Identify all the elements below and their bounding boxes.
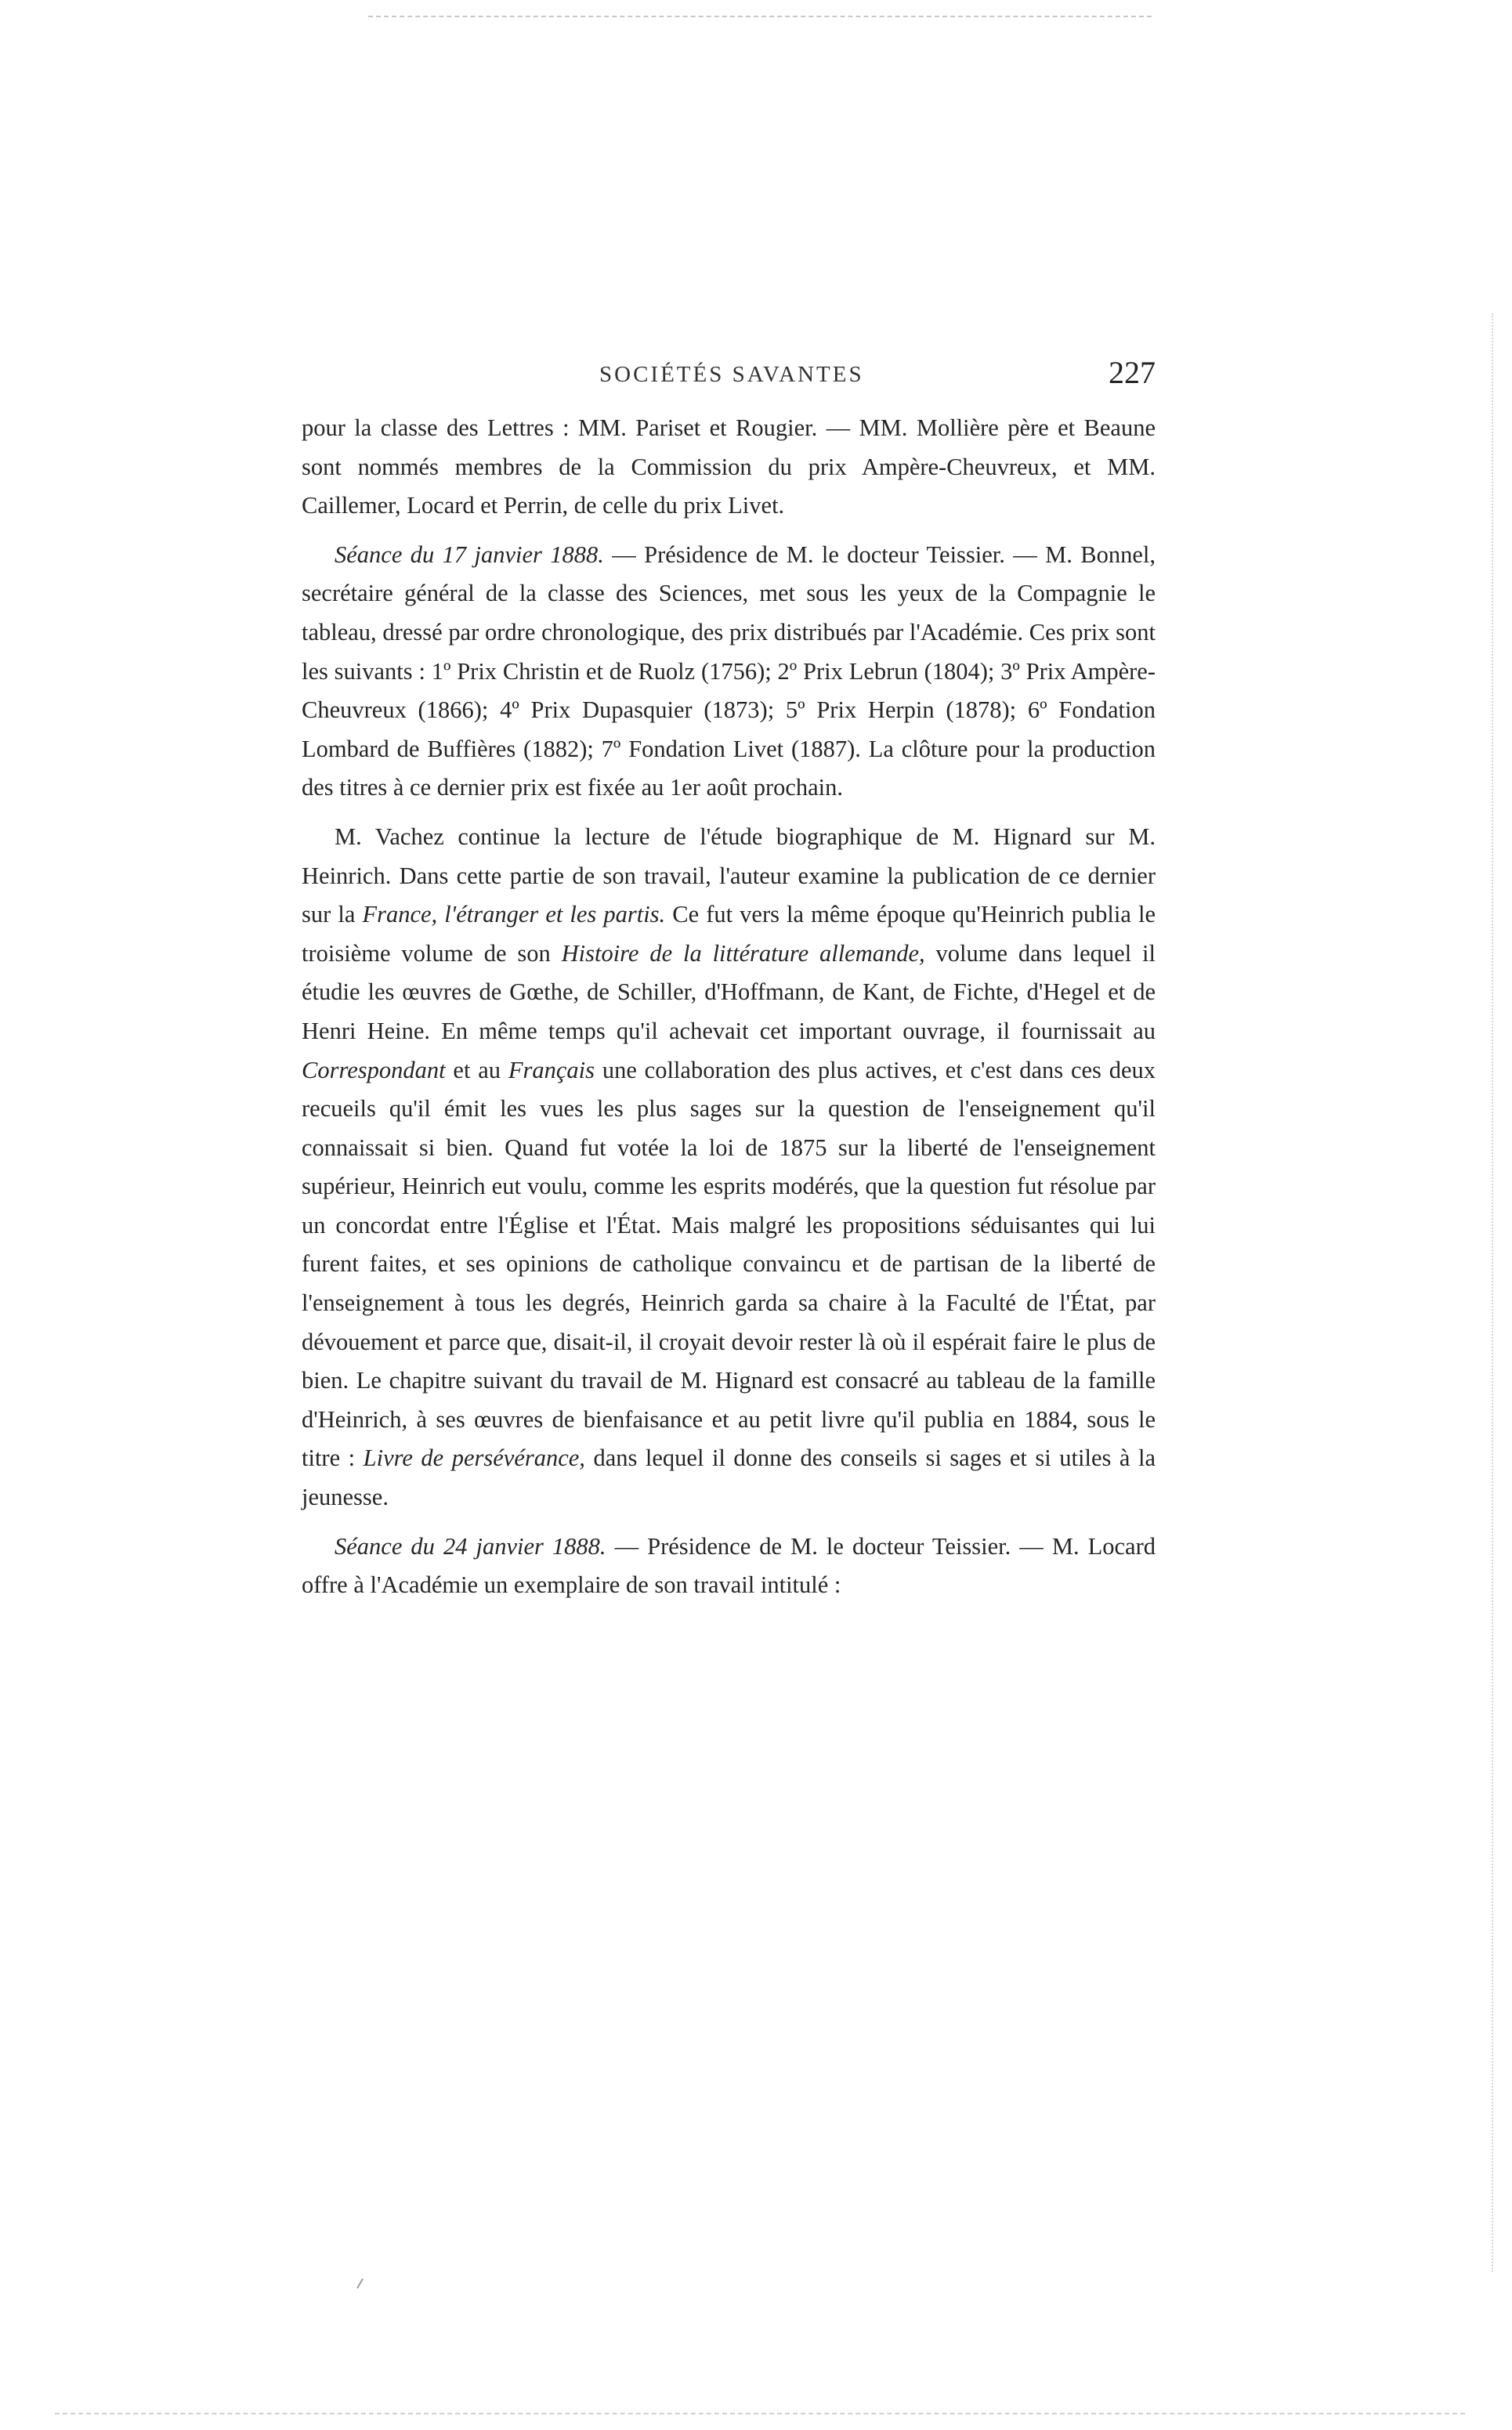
text-segment: Ce fut vers la même époque qu'Heinrich publia le troisième volume de son (302, 901, 1156, 967)
paragraph-1 (302, 409, 1156, 526)
text-segment: M. Vachez continue la lecture de l'étude biographique de M. Hignard sur M. Heinrich. Dans cette partie de son travail, l'auteur examine la publication de ce dernier sur la (302, 823, 1156, 928)
paragraph-4 (302, 1528, 1156, 1605)
text-segment: — Présidence de M. le docteur Teissier. — M. Locard offre à l'Académie un exemplaire de son travail intitulé : (302, 1532, 1156, 1599)
text-segment: — Présidence de M. le docteur Teissier. — M. Bonnel, secrétaire général de la classe des Sciences, met sous les yeux de la Compagnie le tableau, dressé par ordre chronologique, des prix distribués par l'Académie. Ces prix sont les suivants : 1º Prix Christin et de Ruolz (1756); 2º Prix Lebrun (1804); 3º Prix Ampère-Cheuvreux (1866); 4º Prix Dupasquier (1873); 5º Prix Herpin (1878); 6º Fondation Lombard de Buffières (1882); 7º Fondation Livet (1887). La clôture pour la production des titres à ce dernier prix est fixée au 1er août prochain. (302, 541, 1156, 801)
session-date-17-janvier: Séance du 17 janvier 1888. (335, 541, 604, 568)
italic-title-livre-de-perseverance: Livre de persévérance, (363, 1445, 585, 1472)
scan-artifact-bottom (55, 2413, 1465, 2414)
text-segment: volume dans lequel il étudie les œuvres de Gœthe, de Schiller, d'Hoffmann, de Kant, de Fichte, d'Hegel et de Henri Heine. En même temps qu'il achevait cet important ouvrage, il fournissait au (302, 939, 1156, 1044)
scan-mark (356, 2278, 369, 2291)
italic-title-histoire: Histoire de la littérature allemande, (561, 939, 925, 967)
running-title: SOCIÉTÉS SAVANTES (599, 362, 864, 387)
paragraph-3 (302, 818, 1156, 1517)
page-header (302, 354, 1156, 401)
italic-title-francais: Français (508, 1056, 595, 1083)
text-segment: pour la classe des Lettres : MM. Pariset et Rougier. — MM. Mollière père et Beaune sont nommés membres de la Commission du prix Ampère-Cheuvreux, et MM. Caillemer, Locard et Perrin, de celle du prix Livet. (302, 414, 1156, 519)
scan-artifact-top (368, 16, 1152, 17)
session-date-24-janvier: Séance du 24 janvier 1888. (335, 1532, 606, 1560)
text-segment: et au (445, 1056, 508, 1083)
italic-title-correspondant: Correspondant (302, 1056, 446, 1083)
body-text (302, 409, 1156, 1615)
text-segment: une collaboration des plus actives, et c'est dans ces deux recueils qu'il émit les vues les plus sages sur la question de l'enseignement qu'il connaissait si bien. Quand fut votée la loi de 1875 sur la liberté de l'enseignement supérieur, Heinrich eut voulu, comme les esprits modérés, que la question fut résolue par un concordat entre l'Église et l'État. Mais malgré les propositions séduisantes qui lui furent faites, et ses opinions de catholique convaincu et de partisan de la liberté de l'enseignement à tous les degrés, Heinrich garda sa chaire à la Faculté de l'État, par dévouement et parce que, disait-il, il croyait devoir rester là où il espérait faire le plus de bien. Le chapitre suivant du travail de M. Hignard est consacré au tableau de la famille d'Heinrich, à ses œuvres de bienfaisance et au petit livre qu'il publia en 1884, sous le titre : (302, 1056, 1156, 1472)
italic-title-france: France, l'étranger et les partis. (362, 901, 666, 928)
paragraph-2 (302, 536, 1156, 808)
page-number: 227 (1109, 355, 1156, 390)
text-segment: dans lequel il donne des conseils si sages et si utiles à la jeunesse. (302, 1445, 1156, 1511)
scan-artifact-right-margin (1492, 313, 1493, 2272)
